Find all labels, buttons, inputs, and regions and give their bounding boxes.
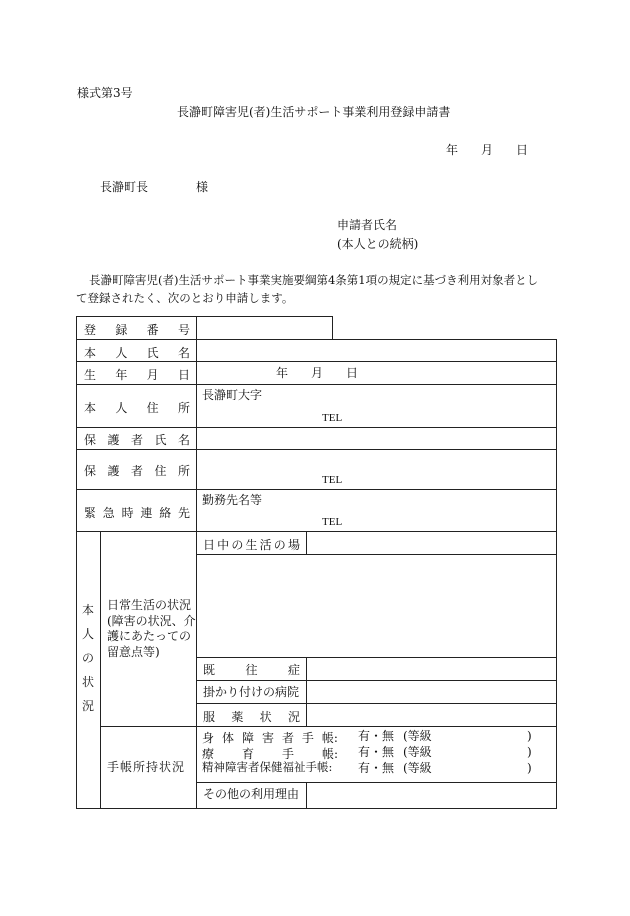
handbook-status-label: 手帳所持状況 [107,760,186,774]
handbook-physical-grade: (等級 [403,729,432,743]
daytime-place-input[interactable] [308,533,554,553]
address-prefill: 長瀞町大字 [202,388,263,402]
person-tel-label: TEL [322,412,343,424]
birth-month-label: 月 [311,366,324,380]
status-section-label: 本 人 の 状 況 [81,603,94,713]
emergency-tel-label: TEL [322,516,343,528]
handbook-physical-close: ) [527,729,532,743]
guardian-address-input[interactable] [198,451,554,488]
person-name-input[interactable] [198,341,554,360]
handbook-rehab-close: ) [527,745,532,759]
handbook-mental-label: 精神障害者保健福祉手帳: [202,760,333,774]
handbook-mental-yesno: 有・無 [358,761,395,775]
person-address-input[interactable] [198,386,554,426]
other-reason-input[interactable] [308,784,554,807]
registration-number-input[interactable] [198,318,331,338]
birth-year-label: 年 [276,366,289,380]
guardian-tel-label: TEL [322,474,343,486]
handbook-rehab-grade: (等級 [403,745,432,759]
other-reason-label: その他の利用理由 [203,787,300,801]
applicant-name-label: 申請者氏名 [337,218,398,232]
medical-history-input[interactable] [308,659,554,679]
emergency-contact-label: 緊 急 時 連 絡 先 [84,506,190,520]
addressee: 長瀞町長 [100,180,149,194]
medication-input[interactable] [308,705,554,725]
honorific: 様 [196,180,209,194]
intro-text-line1: 長瀞町障害児(者)生活サポート事業実施要綱第4条第1項の規定に基づき利用対象者とし [89,273,539,287]
medication-label: 服 薬 状 況 [203,710,300,724]
guardian-name-input[interactable] [198,429,554,448]
guardian-name-label: 保 護 者 氏 名 [84,433,190,447]
registration-number-label: 登 録 番 号 [84,323,190,337]
guardian-address-label: 保 護 者 住 所 [84,464,190,478]
page-title: 長瀞町障害児(者)生活サポート事業利用登録申請書 [177,105,451,119]
person-address-label: 本 人 住 所 [84,401,190,415]
handbook-rehab-yesno: 有・無 [358,745,395,759]
handbook-mental-grade: (等級 [403,761,432,775]
daytime-place-label: 日 中 の 生 活 の 場 [203,538,300,552]
intro-text-line2: て登録されたく、次のとおり申請します。 [76,291,294,305]
birth-day-label: 日 [346,366,359,380]
emergency-contact-input[interactable] [198,491,554,530]
handbook-mental-close: ) [527,761,532,775]
applicant-relation-label: (本人との続柄) [337,237,419,251]
birth-date-label: 生 年 月 日 [84,368,190,382]
date-month-label: 月 [481,143,494,157]
date-year-label: 年 [446,143,459,157]
form-number: 様式第3号 [77,86,133,100]
daily-life-label: 日常生活の状況 (障害の状況、介 護にあたっての 留意点等) [107,598,196,659]
person-name-label: 本 人 氏 名 [84,346,190,360]
handbook-physical-yesno: 有・無 [358,729,395,743]
workplace-label: 勤務先名等 [202,493,263,507]
handbook-rehab-label: 療 育 手 帳: [202,747,338,761]
daily-life-input[interactable] [198,556,554,656]
handbook-physical-label: 身 体 障 害 者 手 帳: [202,731,338,745]
medical-history-label: 既 往 症 [203,663,300,677]
hospital-label: 掛かり付けの病院 [203,685,300,699]
hospital-input[interactable] [308,682,554,702]
date-day-label: 日 [516,143,529,157]
